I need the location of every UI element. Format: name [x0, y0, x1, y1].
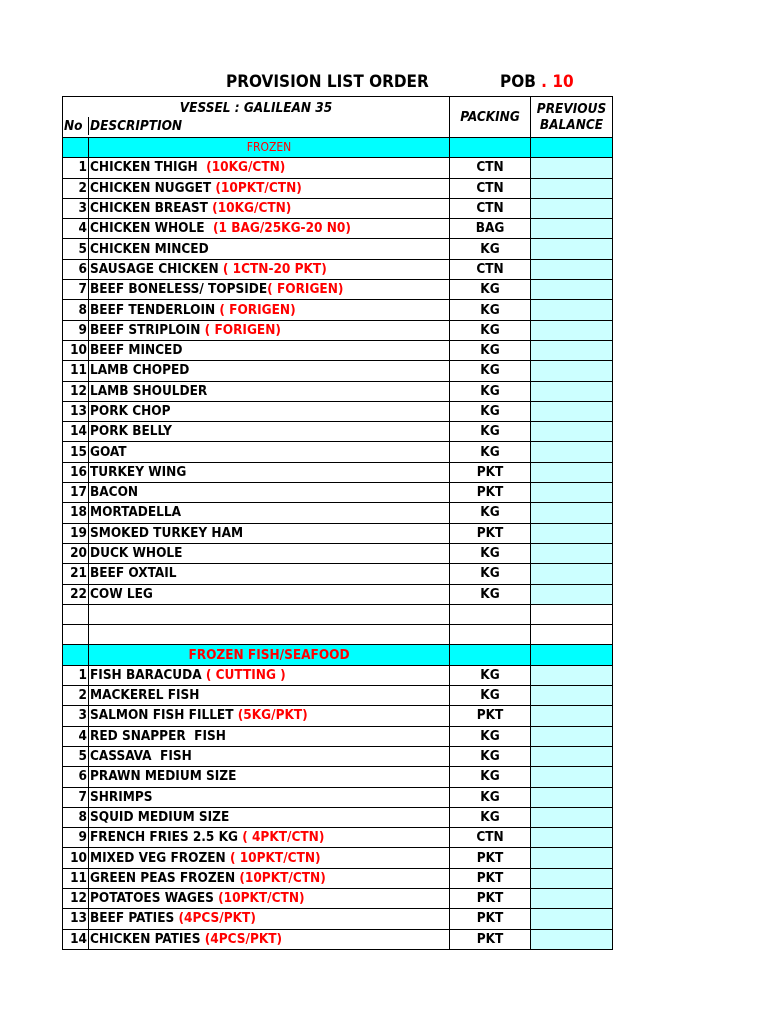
col-packing-header: PACKING	[450, 97, 531, 138]
item-description	[89, 665, 450, 685]
item-packing: PKT	[450, 706, 531, 726]
item-number: 2	[63, 686, 89, 706]
previous-balance-cell[interactable]	[531, 523, 613, 543]
previous-balance-cell[interactable]	[531, 422, 613, 442]
previous-balance-cell[interactable]	[531, 543, 613, 563]
table-row	[63, 888, 613, 908]
item-name: BEEF PATIES	[90, 910, 175, 927]
item-name: PORK BELLY	[90, 423, 172, 440]
blank-previous-cell	[531, 604, 613, 624]
item-description	[89, 280, 450, 300]
item-description	[89, 929, 450, 949]
item-description	[89, 888, 450, 908]
item-packing: PKT	[450, 909, 531, 929]
previous-balance-cell[interactable]	[531, 280, 613, 300]
item-name: CASSAVA FISH	[90, 748, 192, 765]
item-number: 10	[63, 340, 89, 360]
table-row	[63, 280, 613, 300]
item-name: BEEF STRIPLOIN	[90, 321, 201, 338]
blank-packing-cell	[450, 625, 531, 645]
item-name: BEEF MINCED	[90, 342, 183, 359]
item-note: ( 1CTN-20 PKT)	[218, 260, 327, 277]
item-name: CHICKEN MINCED	[90, 240, 209, 257]
item-packing: PKT	[450, 848, 531, 868]
blank-row	[63, 604, 613, 624]
item-name: PORK CHOP	[90, 403, 171, 419]
table-row	[63, 868, 613, 888]
item-packing: KG	[450, 340, 531, 360]
col-previous-line2: BALANCE	[539, 117, 604, 133]
item-name: GOAT	[90, 443, 127, 460]
previous-balance-cell[interactable]	[531, 300, 613, 320]
section-packing-cell	[450, 138, 531, 158]
item-number: 17	[63, 483, 89, 503]
item-packing: PKT	[450, 523, 531, 543]
item-description	[89, 462, 450, 482]
item-number: 9	[63, 828, 89, 848]
item-number: 13	[63, 401, 89, 421]
previous-balance-cell[interactable]	[531, 320, 613, 340]
item-number: 1	[63, 665, 89, 685]
item-description	[89, 584, 450, 604]
item-description	[89, 219, 450, 239]
pob-value: 10	[552, 72, 574, 92]
previous-balance-cell[interactable]	[531, 828, 613, 848]
previous-balance-cell[interactable]	[531, 462, 613, 482]
previous-balance-cell[interactable]	[531, 767, 613, 787]
table-row	[63, 564, 613, 584]
item-name: MIXED VEG FROZEN	[90, 849, 226, 866]
item-description	[89, 503, 450, 523]
item-name: BEEF BONELESS/ TOPSIDE	[90, 281, 268, 298]
section-previous-cell	[531, 645, 613, 665]
table-row	[63, 726, 613, 746]
item-name: SAUSAGE CHICKEN	[90, 260, 219, 277]
provision-table-body	[63, 97, 613, 950]
section-no-cell	[63, 138, 89, 158]
item-name: FISH BARACUDA	[90, 666, 202, 683]
item-description	[89, 848, 450, 868]
item-name: GREEN PEAS FROZEN	[90, 869, 236, 886]
item-packing: PKT	[450, 868, 531, 888]
col-description-label: DESCRIPTION	[90, 118, 183, 134]
item-packing: CTN	[450, 198, 531, 218]
blank-description-cell	[89, 625, 450, 645]
item-packing: CTN	[450, 259, 531, 279]
item-number: 7	[63, 280, 89, 300]
item-packing: BAG	[450, 219, 531, 239]
header-no-desc	[63, 117, 449, 135]
previous-balance-cell[interactable]	[531, 381, 613, 401]
col-previous-line1: PREVIOUS	[536, 101, 607, 117]
item-description	[89, 564, 450, 584]
item-number: 12	[63, 888, 89, 908]
item-name: COW LEG	[90, 585, 153, 602]
item-number: 2	[63, 178, 89, 198]
table-row	[63, 442, 613, 462]
table-row	[63, 198, 613, 218]
item-number: 14	[63, 929, 89, 949]
item-name: SHRIMPS	[90, 788, 153, 805]
item-name: POTATOES WAGES	[90, 890, 214, 907]
item-number: 8	[63, 807, 89, 827]
previous-balance-cell[interactable]	[531, 483, 613, 503]
item-description	[89, 523, 450, 543]
table-row	[63, 543, 613, 563]
header-vessel-cell	[63, 97, 450, 138]
section-previous-cell	[531, 138, 613, 158]
previous-balance-cell[interactable]	[531, 239, 613, 259]
item-name: SQUID MEDIUM SIZE	[90, 808, 230, 825]
table-row	[63, 787, 613, 807]
item-name: BEEF TENDERLOIN	[90, 301, 216, 318]
item-description	[89, 239, 450, 259]
table-row	[63, 219, 613, 239]
item-description	[89, 340, 450, 360]
item-packing: KG	[450, 442, 531, 462]
previous-balance-cell[interactable]	[531, 158, 613, 178]
item-packing: KG	[450, 361, 531, 381]
item-note: (5KG/PKT)	[233, 707, 308, 724]
section-label: FROZEN FISH/SEAFOOD	[89, 645, 450, 665]
item-packing: PKT	[450, 462, 531, 482]
table-row	[63, 259, 613, 279]
previous-balance-cell[interactable]	[531, 401, 613, 421]
table-row	[63, 767, 613, 787]
table-row	[63, 848, 613, 868]
blank-no-cell	[63, 625, 89, 645]
table-row	[63, 584, 613, 604]
item-name: FRENCH FRIES 2.5 KG	[90, 829, 238, 846]
item-description	[89, 361, 450, 381]
item-number: 10	[63, 848, 89, 868]
item-packing: KG	[450, 787, 531, 807]
table-row	[63, 340, 613, 360]
item-packing: KG	[450, 746, 531, 766]
previous-balance-cell[interactable]	[531, 888, 613, 908]
previous-balance-cell[interactable]	[531, 361, 613, 381]
previous-balance-cell[interactable]	[531, 219, 613, 239]
table-header-row	[63, 97, 613, 138]
item-number: 16	[63, 462, 89, 482]
pob-label: POB	[500, 72, 536, 92]
page-title: PROVISION LIST ORDER	[226, 72, 429, 92]
item-number: 15	[63, 442, 89, 462]
col-previous-header	[531, 97, 613, 138]
item-description	[89, 259, 450, 279]
item-note: ( 4PKT/CTN)	[237, 829, 325, 846]
item-number: 7	[63, 787, 89, 807]
item-name: CHICKEN PATIES	[90, 930, 201, 947]
item-number: 11	[63, 361, 89, 381]
table-row	[63, 239, 613, 259]
item-note: (4PCS/PKT)	[200, 930, 283, 947]
previous-balance-cell[interactable]	[531, 746, 613, 766]
blank-no-cell	[63, 604, 89, 624]
item-description	[89, 909, 450, 929]
previous-balance-cell[interactable]	[531, 848, 613, 868]
item-description	[89, 868, 450, 888]
item-packing: KG	[450, 280, 531, 300]
table-row	[63, 686, 613, 706]
item-number: 3	[63, 706, 89, 726]
previous-balance-cell[interactable]	[531, 868, 613, 888]
item-description	[89, 198, 450, 218]
pob-separator: .	[535, 72, 553, 92]
item-number: 18	[63, 503, 89, 523]
previous-balance-cell[interactable]	[531, 340, 613, 360]
table-row	[63, 807, 613, 827]
item-description	[89, 381, 450, 401]
table-row	[63, 422, 613, 442]
item-note: ( FORIGEN)	[267, 281, 344, 298]
table-row	[63, 909, 613, 929]
previous-balance-cell[interactable]	[531, 909, 613, 929]
blank-description-cell	[89, 604, 450, 624]
item-name: PRAWN MEDIUM SIZE	[90, 768, 237, 785]
item-description	[89, 300, 450, 320]
vessel-label: VESSEL : GALILEAN 35	[179, 100, 333, 116]
table-row	[63, 300, 613, 320]
item-name: SMOKED TURKEY HAM	[90, 524, 244, 541]
item-description	[89, 746, 450, 766]
provision-table	[62, 96, 613, 950]
previous-balance-cell[interactable]	[531, 706, 613, 726]
table-row	[63, 665, 613, 685]
item-note: (4PCS/PKT)	[174, 910, 256, 927]
previous-balance-cell[interactable]	[531, 503, 613, 523]
item-number: 21	[63, 564, 89, 584]
item-description	[89, 767, 450, 787]
item-number: 9	[63, 320, 89, 340]
table-row	[63, 401, 613, 421]
table-row	[63, 462, 613, 482]
table-row	[63, 828, 613, 848]
section-header-row	[63, 138, 613, 158]
item-number: 13	[63, 909, 89, 929]
section-packing-cell	[450, 645, 531, 665]
previous-balance-cell[interactable]	[531, 259, 613, 279]
table-row	[63, 361, 613, 381]
item-number: 4	[63, 219, 89, 239]
section-label: FROZEN	[89, 138, 450, 158]
item-number: 1	[63, 158, 89, 178]
table-row	[63, 746, 613, 766]
blank-packing-cell	[450, 604, 531, 624]
item-note: ( 10PKT/CTN)	[225, 849, 321, 866]
item-description	[89, 807, 450, 827]
item-description	[89, 178, 450, 198]
item-note: (10KG/CTN)	[207, 200, 292, 217]
col-no-label: No	[63, 117, 89, 135]
item-description	[89, 442, 450, 462]
previous-balance-cell[interactable]	[531, 686, 613, 706]
item-description	[89, 706, 450, 726]
item-name: MORTADELLA	[90, 504, 182, 521]
item-number: 19	[63, 523, 89, 543]
item-name: DUCK WHOLE	[90, 545, 183, 562]
item-packing: PKT	[450, 483, 531, 503]
table-row	[63, 523, 613, 543]
item-description	[89, 726, 450, 746]
item-name: BEEF OXTAIL	[90, 565, 177, 582]
item-description	[89, 686, 450, 706]
item-note: (10PKT/CTN)	[235, 869, 326, 886]
previous-balance-cell[interactable]	[531, 442, 613, 462]
previous-balance-cell[interactable]	[531, 787, 613, 807]
item-packing: CTN	[450, 158, 531, 178]
item-name: CHICKEN WHOLE	[90, 220, 209, 237]
item-packing: KG	[450, 584, 531, 604]
item-description	[89, 320, 450, 340]
item-name: CHICKEN NUGGET	[90, 179, 212, 196]
item-description	[89, 787, 450, 807]
previous-balance-cell[interactable]	[531, 198, 613, 218]
item-packing: PKT	[450, 929, 531, 949]
item-name: BACON	[90, 484, 139, 501]
item-number: 8	[63, 300, 89, 320]
item-packing: CTN	[450, 828, 531, 848]
item-description	[89, 422, 450, 442]
item-note: (10PKT/CTN)	[211, 179, 302, 196]
item-packing: KG	[450, 381, 531, 401]
item-note: (1 BAG/25KG-20 N0)	[208, 220, 351, 237]
section-header-row	[63, 645, 613, 665]
item-number: 14	[63, 422, 89, 442]
item-packing: KG	[450, 726, 531, 746]
previous-balance-cell[interactable]	[531, 929, 613, 949]
item-number: 6	[63, 767, 89, 787]
item-packing: KG	[450, 665, 531, 685]
item-description	[89, 543, 450, 563]
item-name: TURKEY WING	[90, 463, 187, 480]
item-number: 5	[63, 746, 89, 766]
item-number: 20	[63, 543, 89, 563]
table-row	[63, 158, 613, 178]
previous-balance-cell[interactable]	[531, 807, 613, 827]
item-packing: PKT	[450, 888, 531, 908]
item-name: MACKEREL FISH	[90, 687, 200, 704]
item-name: LAMB SHOULDER	[90, 382, 208, 399]
item-packing: KG	[450, 300, 531, 320]
table-row	[63, 483, 613, 503]
item-description	[89, 401, 450, 421]
item-name: LAMB CHOPED	[90, 362, 190, 379]
item-name: CHICKEN BREAST	[90, 200, 208, 217]
item-note: ( CUTTING )	[201, 666, 286, 683]
item-packing: KG	[450, 320, 531, 340]
previous-balance-cell[interactable]	[531, 726, 613, 746]
previous-balance-cell[interactable]	[531, 584, 613, 604]
item-packing: KG	[450, 239, 531, 259]
previous-balance-cell[interactable]	[531, 178, 613, 198]
item-number: 6	[63, 259, 89, 279]
previous-balance-cell[interactable]	[531, 564, 613, 584]
item-number: 5	[63, 239, 89, 259]
item-description	[89, 828, 450, 848]
blank-row	[63, 625, 613, 645]
pob-indicator	[500, 72, 574, 92]
item-number: 11	[63, 868, 89, 888]
previous-balance-cell[interactable]	[531, 665, 613, 685]
item-packing: KG	[450, 503, 531, 523]
table-row	[63, 381, 613, 401]
item-note: ( FORIGEN)	[215, 301, 296, 318]
item-note: ( FORIGEN)	[200, 321, 281, 338]
table-row	[63, 320, 613, 340]
item-number: 22	[63, 584, 89, 604]
item-packing: KG	[450, 767, 531, 787]
item-description	[89, 158, 450, 178]
section-no-cell	[63, 645, 89, 665]
item-number: 4	[63, 726, 89, 746]
item-name: CHICKEN THIGH	[90, 159, 202, 176]
blank-previous-cell	[531, 625, 613, 645]
table-row	[63, 706, 613, 726]
table-row	[63, 178, 613, 198]
item-name: SALMON FISH FILLET	[90, 707, 234, 724]
item-packing: KG	[450, 686, 531, 706]
item-packing: KG	[450, 807, 531, 827]
table-row	[63, 503, 613, 523]
item-packing: KG	[450, 543, 531, 563]
item-note: (10KG/CTN)	[201, 159, 286, 176]
item-packing: KG	[450, 422, 531, 442]
item-number: 12	[63, 381, 89, 401]
item-note: (10PKT/CTN)	[213, 890, 305, 907]
item-description	[89, 483, 450, 503]
item-packing: KG	[450, 401, 531, 421]
table-row	[63, 929, 613, 949]
item-number: 3	[63, 198, 89, 218]
item-name: RED SNAPPER FISH	[90, 727, 226, 744]
item-packing: KG	[450, 564, 531, 584]
item-packing: CTN	[450, 178, 531, 198]
